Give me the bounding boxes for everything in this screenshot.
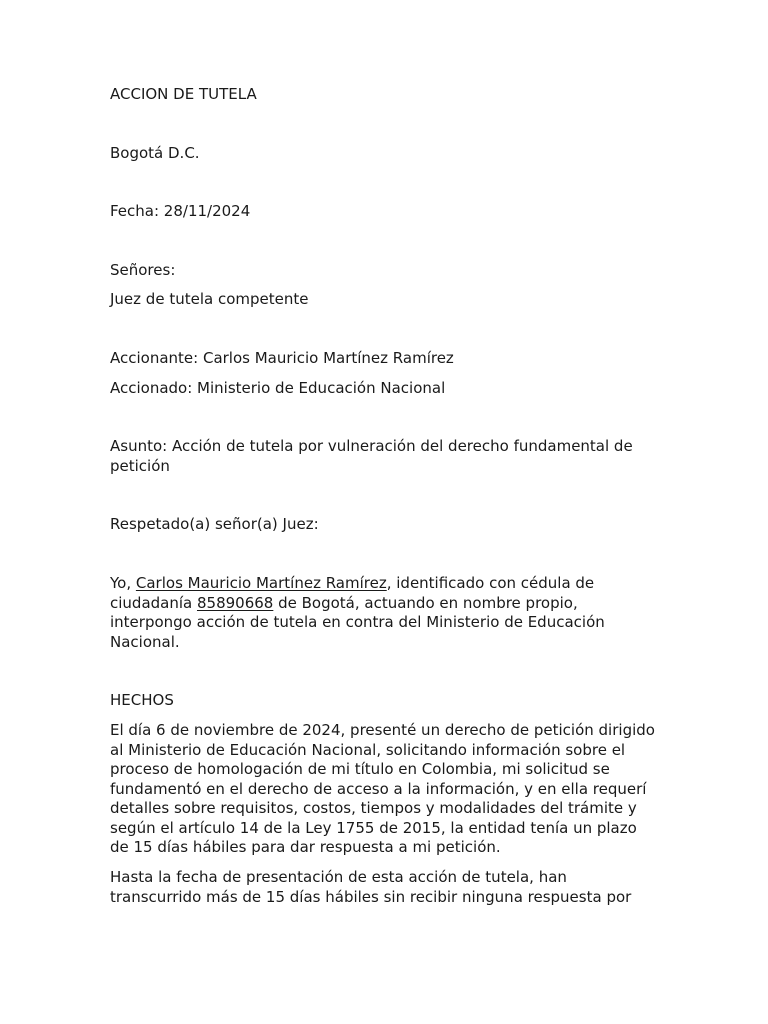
plaintiff-name: Carlos Mauricio Martínez Ramírez	[135, 573, 387, 592]
addressee: Juez de tutela competente	[110, 290, 309, 309]
document-page	[110, 85, 658, 907]
date-line: Fecha: 28/11/2024	[110, 202, 251, 221]
document-title: ACCION DE TUTELA	[110, 85, 257, 103]
addressee-salutation: Señores:	[110, 260, 176, 279]
city-line: Bogotá D.C.	[110, 143, 200, 162]
intro-suffix: de Bogotá, actuando en nombre propio, interpongo acción de tutela en contra del Ministerio de Educación Nacional.	[110, 593, 605, 651]
subject-line: Asunto: Acción de tutela por vulneración del derecho fundamental de petición	[110, 437, 633, 475]
facts-heading: HECHOS	[110, 691, 174, 710]
facts-paragraph-1: El día 6 de noviembre de 2024, presenté un derecho de petición dirigido al Ministerio de Educación Nacional, solicitando información sobre el proceso de homologación de mi título en Colombia, mi solicitud se fundamentó en el derecho de acceso a la información, y en ella requerí detalles sobre requisitos, costos, tiempos y modalidades del trámite y según el artículo 14 de la Ley 1755 de 2015, la entidad tenía un plazo de 15 días hábiles para dar respuesta a mi petición.	[110, 720, 655, 857]
facts-paragraph-2: Hasta la fecha de presentación de esta acción de tutela, han transcurrido más de 15 días hábiles sin recibir ninguna respuesta por	[110, 868, 632, 906]
intro-paragraph	[110, 574, 658, 652]
greeting: Respetado(a) señor(a) Juez:	[110, 515, 319, 534]
intro-middle: , identificado con cédula de ciudadanía	[110, 573, 595, 612]
plaintiff-line: Accionante: Carlos Mauricio Martínez Ramírez	[110, 348, 454, 367]
id-number: 85890668	[196, 593, 274, 612]
defendant-line: Accionado: Ministerio de Educación Nacional	[110, 378, 446, 397]
intro-prefix: Yo,	[110, 573, 136, 592]
